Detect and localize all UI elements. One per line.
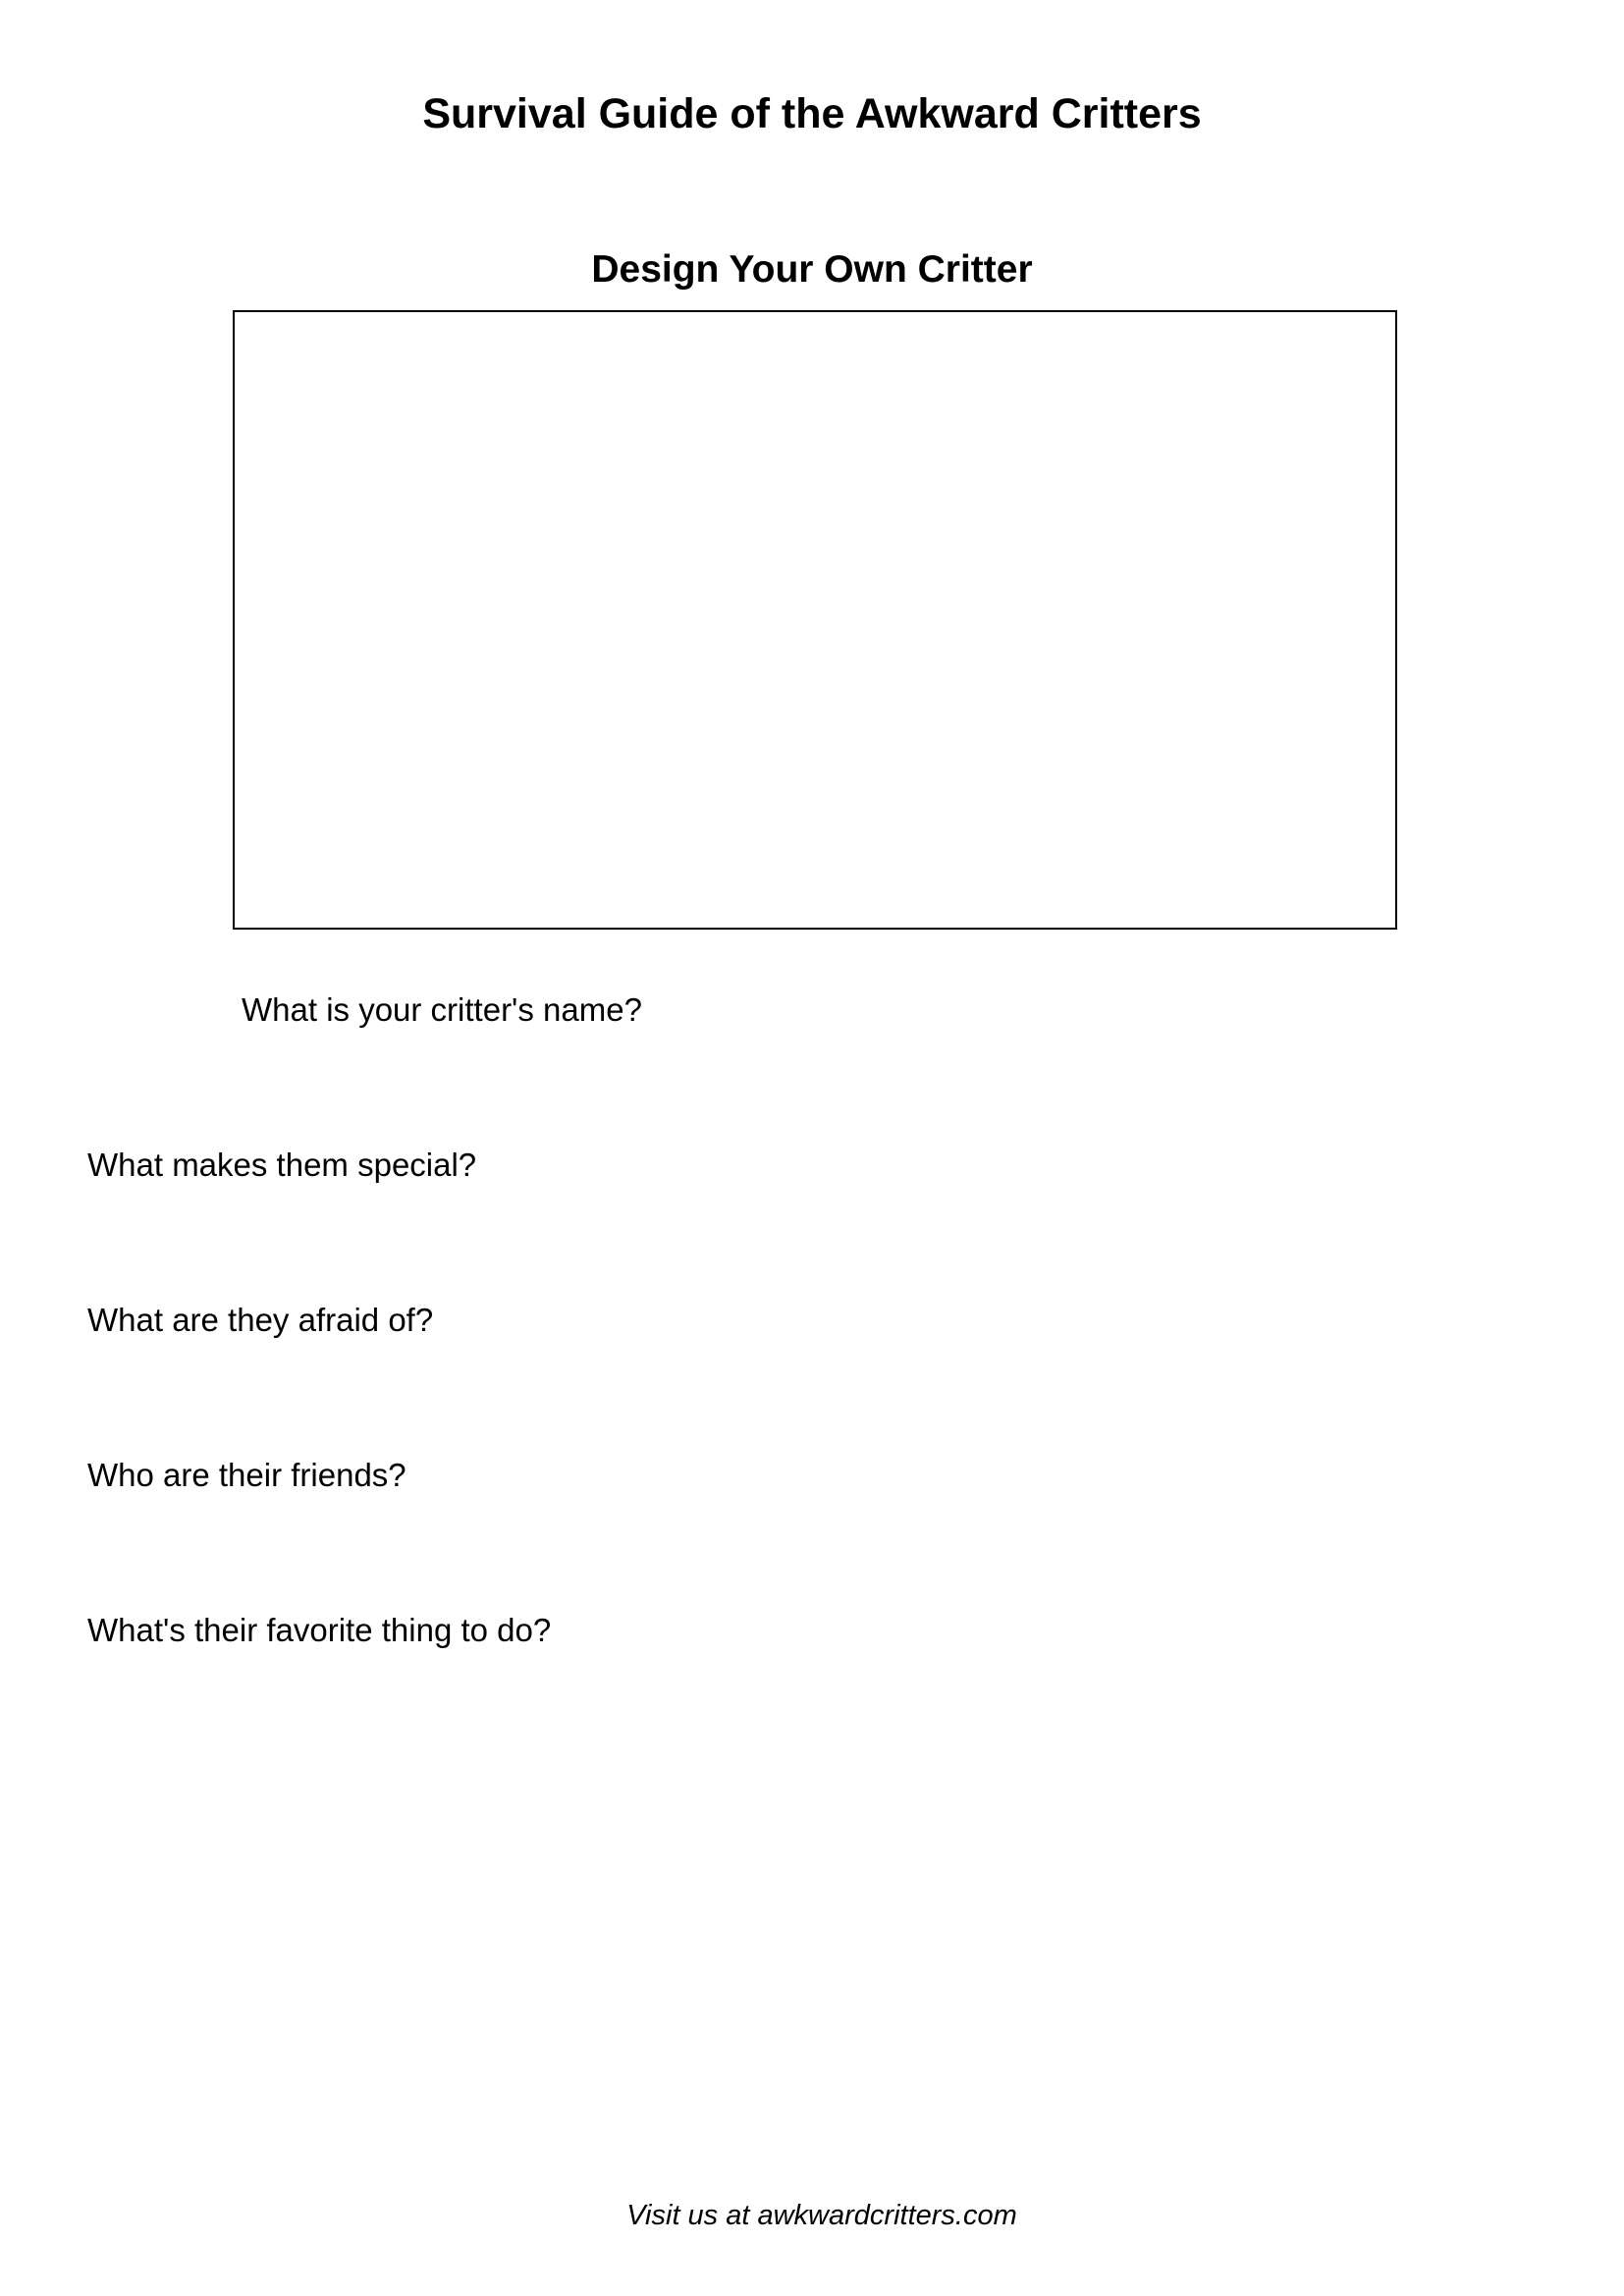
question-afraid-of: What are they afraid of? (87, 1302, 434, 1338)
critter-drawing-area (233, 310, 1397, 930)
page-title: Survival Guide of the Awkward Critters (422, 90, 1202, 137)
question-critter-name: What is your critter's name? (242, 991, 642, 1028)
question-favorite-thing: What's their favorite thing to do? (87, 1612, 552, 1648)
section-title: Design Your Own Critter (591, 248, 1033, 291)
question-special: What makes them special? (87, 1147, 477, 1183)
footer-website: Visit us at awkwardcritters.com (626, 2200, 1017, 2231)
question-friends: Who are their friends? (87, 1457, 406, 1493)
